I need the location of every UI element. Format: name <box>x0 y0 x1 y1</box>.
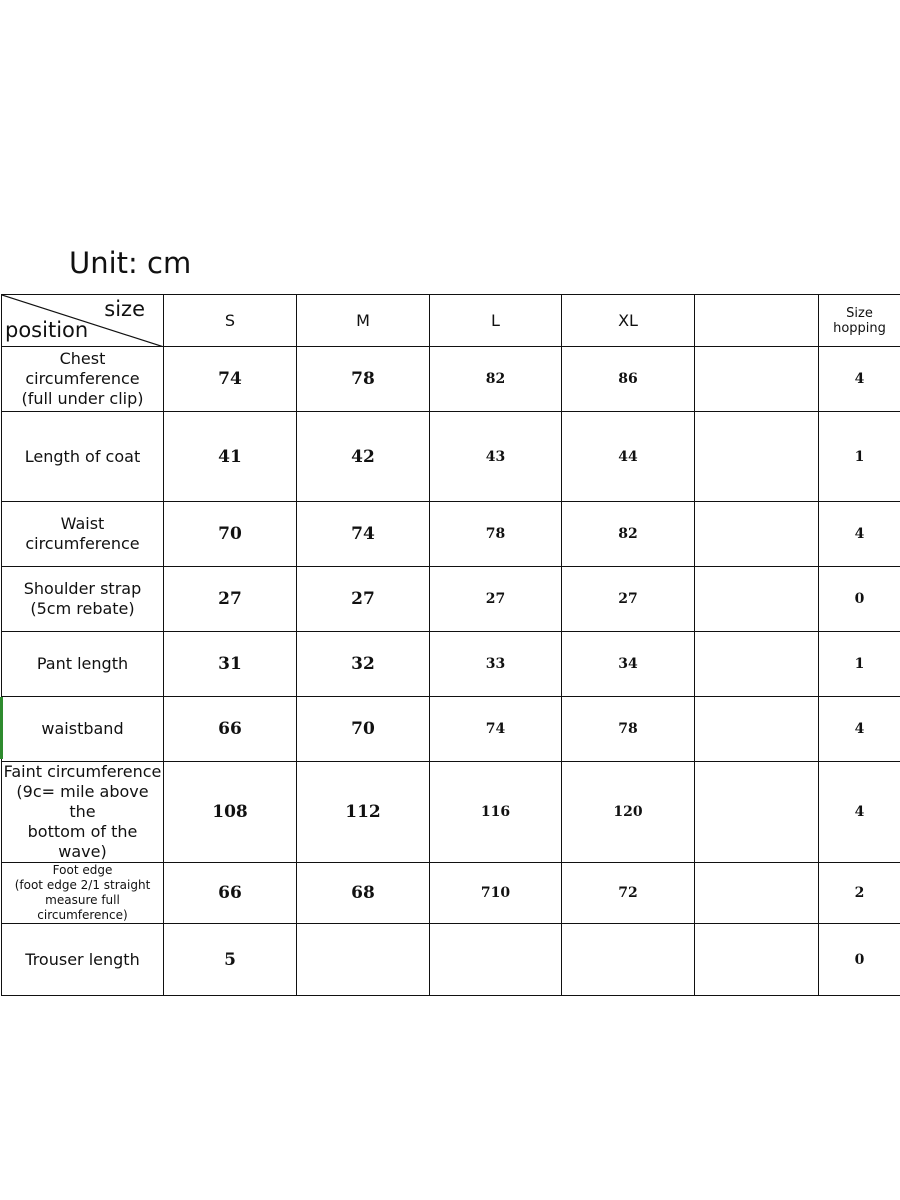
size-value-cell <box>695 762 819 863</box>
size-value-cell: 74 <box>430 697 562 762</box>
size-value-cell: 43 <box>430 412 562 502</box>
position-label: Foot edge (foot edge 2/1 straight measure full circumference) <box>2 863 164 924</box>
size-hopping-cell: 1 <box>819 412 900 502</box>
size-value-cell <box>695 924 819 996</box>
size-hopping-cell: 0 <box>819 567 900 632</box>
green-edge-mark <box>0 697 3 759</box>
table-row <box>2 347 900 412</box>
size-value-cell: 710 <box>430 863 562 924</box>
size-hopping-cell: 4 <box>819 347 900 412</box>
size-value-cell: 68 <box>297 863 430 924</box>
size-chart-table <box>1 294 900 996</box>
size-value-cell: 31 <box>164 632 297 697</box>
position-label: Faint circumference (9c= mile above the bottom of the wave) <box>2 762 164 863</box>
position-label: Trouser length <box>2 924 164 996</box>
size-value-cell: 86 <box>562 347 695 412</box>
position-axis-label: position <box>5 318 89 342</box>
size-value-cell: 74 <box>297 502 430 567</box>
size-value-cell: 120 <box>562 762 695 863</box>
size-value-cell <box>562 924 695 996</box>
size-value-cell: 108 <box>164 762 297 863</box>
table-row <box>2 697 900 762</box>
size-value-cell: 116 <box>430 762 562 863</box>
size-header-m: M <box>297 295 430 347</box>
size-value-cell: 74 <box>164 347 297 412</box>
size-value-cell <box>695 697 819 762</box>
position-label: Chest circumference (full under clip) <box>2 347 164 412</box>
size-header-l: L <box>430 295 562 347</box>
size-hopping-cell: 2 <box>819 863 900 924</box>
table-row <box>2 412 900 502</box>
size-value-cell: 66 <box>164 863 297 924</box>
size-value-cell: 82 <box>562 502 695 567</box>
size-value-cell <box>297 924 430 996</box>
size-value-cell: 112 <box>297 762 430 863</box>
size-value-cell <box>695 347 819 412</box>
size-value-cell: 72 <box>562 863 695 924</box>
size-axis-label: size <box>104 297 145 321</box>
table-row <box>2 762 900 863</box>
size-value-cell: 70 <box>164 502 297 567</box>
size-value-cell: 44 <box>562 412 695 502</box>
size-value-cell: 66 <box>164 697 297 762</box>
size-value-cell: 32 <box>297 632 430 697</box>
size-value-cell: 33 <box>430 632 562 697</box>
size-value-cell: 27 <box>297 567 430 632</box>
size-hopping-cell: 4 <box>819 762 900 863</box>
size-value-cell: 41 <box>164 412 297 502</box>
size-header-s: S <box>164 295 297 347</box>
size-value-cell: 42 <box>297 412 430 502</box>
size-value-cell: 78 <box>562 697 695 762</box>
size-header-empty <box>695 295 819 347</box>
table-row <box>2 924 900 996</box>
table-row <box>2 567 900 632</box>
size-value-cell <box>695 502 819 567</box>
table-row <box>2 632 900 697</box>
size-value-cell <box>695 863 819 924</box>
corner-header-cell <box>2 295 164 347</box>
size-hopping-cell: 4 <box>819 697 900 762</box>
size-header-xl: XL <box>562 295 695 347</box>
position-label: waistband <box>2 697 164 762</box>
size-value-cell: 78 <box>297 347 430 412</box>
position-label: Length of coat <box>2 412 164 502</box>
size-value-cell <box>695 412 819 502</box>
size-hopping-cell: 1 <box>819 632 900 697</box>
unit-label: Unit: cm <box>69 246 192 280</box>
size-value-cell: 27 <box>164 567 297 632</box>
table-row <box>2 863 900 924</box>
size-value-cell: 5 <box>164 924 297 996</box>
size-value-cell: 34 <box>562 632 695 697</box>
size-value-cell: 70 <box>297 697 430 762</box>
table-row <box>2 502 900 567</box>
size-value-cell <box>695 567 819 632</box>
size-value-cell <box>430 924 562 996</box>
size-hopping-cell: 0 <box>819 924 900 996</box>
size-value-cell: 78 <box>430 502 562 567</box>
size-hopping-cell: 4 <box>819 502 900 567</box>
position-label: Shoulder strap (5cm rebate) <box>2 567 164 632</box>
size-value-cell: 27 <box>562 567 695 632</box>
position-label: Waist circumference <box>2 502 164 567</box>
header-row <box>2 295 900 347</box>
size-value-cell: 82 <box>430 347 562 412</box>
size-value-cell: 27 <box>430 567 562 632</box>
size-hopping-header: Size hopping <box>819 295 900 347</box>
size-value-cell <box>695 632 819 697</box>
position-label: Pant length <box>2 632 164 697</box>
